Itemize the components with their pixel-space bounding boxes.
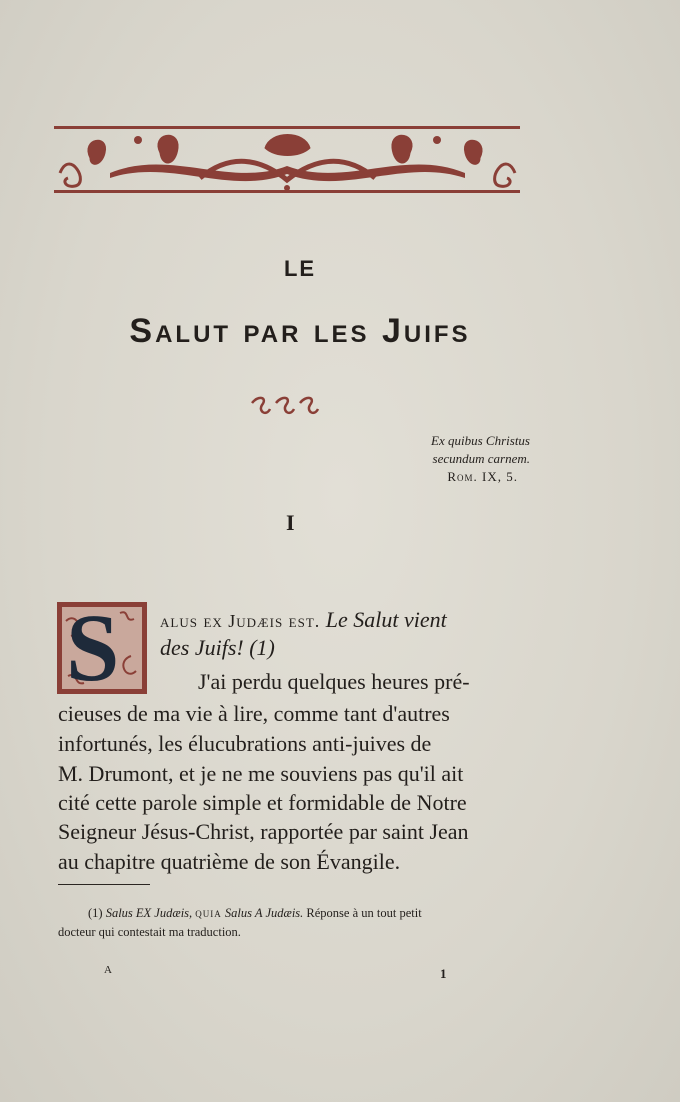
body-line-8: Seigneur Jésus-Christ, rapportée par saint Jean [58,819,469,844]
footnote-rule [58,884,150,885]
footnote-number: (1) [88,906,103,920]
title-le: LE [283,256,317,281]
body-line-9: au chapitre quatrième de son Évangile. [58,849,401,874]
body-line-6: M. Drumont, et je ne me souviens pas qu'il ait [58,761,464,786]
body-line-1 [160,607,447,634]
footnote-line-2: docteur qui contestait ma traduction. [58,925,241,939]
body-line-3: J'ai perdu quelques heures pré- [198,669,470,694]
body-line-2: des Juifs! (1) [160,635,275,660]
footnote [58,904,528,942]
body-line-7: cité cette parole simple et formidable de Notre [58,790,467,815]
incipit: alus ex Judæis est. [160,611,321,631]
body-line-4: cieuses de ma vie à lire, comme tant d'autres [58,701,450,726]
incipit-translation: Le Salut vient [325,607,447,632]
fleuron-ornament [248,393,324,421]
section-number: I [286,510,295,535]
epigraph-line-1: Ex quibus Christus [431,433,530,448]
dropcap-letter: S [66,594,120,701]
footnote-text-1: Réponse à un tout petit [306,906,422,920]
signature-mark-left: A [104,964,112,976]
footnote-latin-2: Salus A Judæis. [224,906,304,920]
floral-headpiece-ornament [50,118,525,203]
footnote-line-1 [58,904,528,923]
chapter-title: Salut par les Juifs [129,312,471,350]
dropcap-s [56,594,148,701]
epigraph-reference: Rom. IX, 5. [447,469,518,484]
footnote-latin-1: Salus EX Judæis, [105,906,193,920]
signature-mark-right: 1 [440,966,447,981]
footnote-quia: quia [195,906,222,920]
epigraph [431,432,530,486]
epigraph-line-2: secundum carnem. [432,451,530,466]
body-line-5: infortunés, les élucubrations anti-juives de [58,731,432,756]
